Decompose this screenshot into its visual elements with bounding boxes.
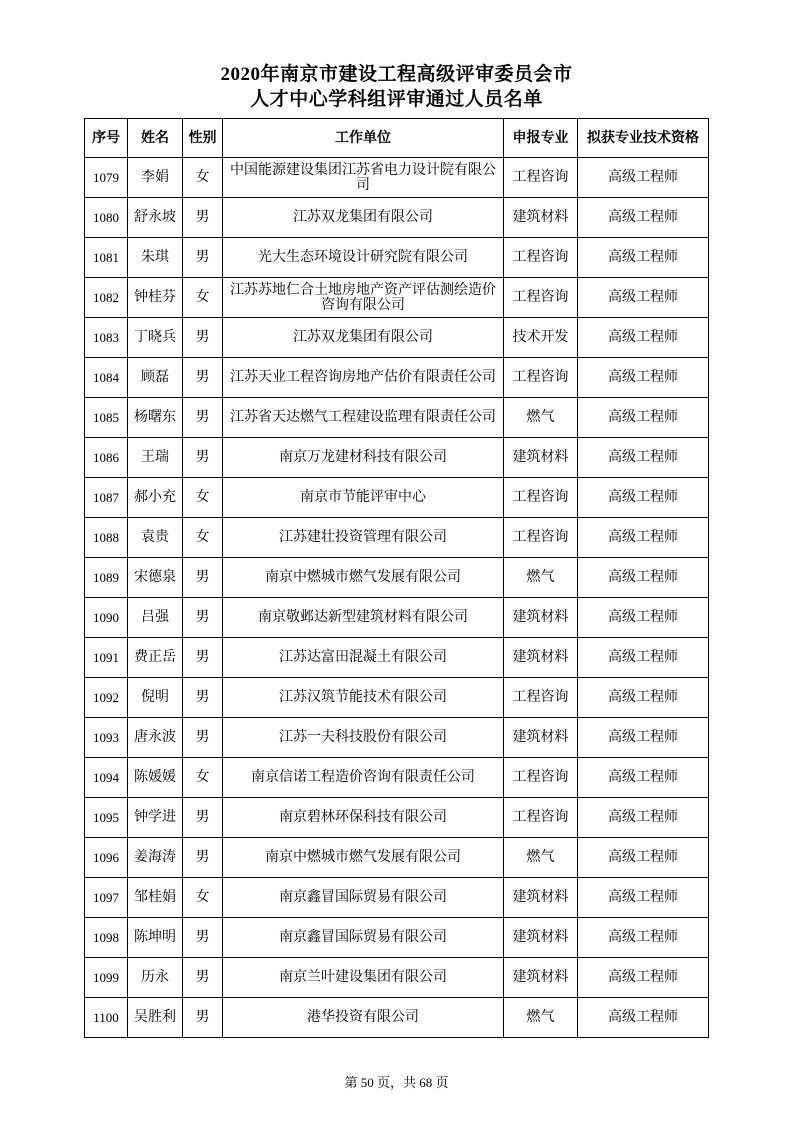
cell-gender: 男: [183, 238, 223, 278]
table-row: [85, 758, 709, 798]
cell-serial: 1082: [85, 278, 128, 318]
table-row: [85, 918, 709, 958]
title-line-2: 人才中心学科组评审通过人员名单: [250, 89, 543, 110]
cell-qualification: 高级工程师: [578, 878, 709, 918]
cell-name: 郝小充: [128, 478, 183, 518]
cell-employer: 光大生态环境设计研究院有限公司: [223, 238, 504, 278]
cell-qualification: 高级工程师: [578, 158, 709, 198]
cell-serial: 1081: [85, 238, 128, 278]
cell-qualification: 高级工程师: [578, 678, 709, 718]
table-row: [85, 278, 709, 318]
cell-specialty: 建筑材料: [504, 718, 578, 758]
cell-serial: 1100: [85, 998, 128, 1038]
cell-employer: 江苏天业工程咨询房地产估价有限责任公司: [223, 358, 504, 398]
cell-employer: 江苏汉筑节能技术有限公司: [223, 678, 504, 718]
cell-serial: 1083: [85, 318, 128, 358]
table-body: [85, 158, 709, 1038]
cell-name: 宋德泉: [128, 558, 183, 598]
cell-serial: 1092: [85, 678, 128, 718]
cell-name: 吴胜利: [128, 998, 183, 1038]
cell-serial: 1097: [85, 878, 128, 918]
cell-employer: 南京市节能评审中心: [223, 478, 504, 518]
cell-specialty: 燃气: [504, 398, 578, 438]
table-row: [85, 358, 709, 398]
table-row: [85, 158, 709, 198]
cell-employer: 南京鑫冒国际贸易有限公司: [223, 918, 504, 958]
cell-name: 陈媛媛: [128, 758, 183, 798]
cell-serial: 1091: [85, 638, 128, 678]
cell-name: 丁晓兵: [128, 318, 183, 358]
cell-gender: 女: [183, 478, 223, 518]
cell-specialty: 工程咨询: [504, 158, 578, 198]
cell-qualification: 高级工程师: [578, 278, 709, 318]
header-employer: 工作单位: [223, 119, 504, 158]
cell-gender: 男: [183, 438, 223, 478]
cell-specialty: 燃气: [504, 998, 578, 1038]
cell-gender: 男: [183, 358, 223, 398]
cell-specialty: 建筑材料: [504, 918, 578, 958]
cell-employer: 中国能源建设集团江苏省电力设计院有限公司: [223, 158, 504, 198]
table-row: [85, 558, 709, 598]
roster-table: [84, 118, 709, 1038]
cell-gender: 男: [183, 838, 223, 878]
table-row: [85, 878, 709, 918]
cell-serial: 1096: [85, 838, 128, 878]
cell-name: 唐永波: [128, 718, 183, 758]
cell-qualification: 高级工程师: [578, 758, 709, 798]
cell-serial: 1088: [85, 518, 128, 558]
cell-name: 钟桂芬: [128, 278, 183, 318]
cell-serial: 1085: [85, 398, 128, 438]
cell-serial: 1098: [85, 918, 128, 958]
cell-name: 袁贵: [128, 518, 183, 558]
cell-qualification: 高级工程师: [578, 398, 709, 438]
cell-qualification: 高级工程师: [578, 198, 709, 238]
cell-employer: 港华投资有限公司: [223, 998, 504, 1038]
cell-serial: 1086: [85, 438, 128, 478]
cell-serial: 1094: [85, 758, 128, 798]
cell-serial: 1099: [85, 958, 128, 998]
header-serial: 序号: [85, 119, 128, 158]
cell-name: 陈坤明: [128, 918, 183, 958]
cell-serial: 1084: [85, 358, 128, 398]
cell-name: 朱琪: [128, 238, 183, 278]
cell-specialty: 工程咨询: [504, 798, 578, 838]
cell-serial: 1090: [85, 598, 128, 638]
table-header-row: [85, 119, 709, 158]
cell-gender: 女: [183, 758, 223, 798]
cell-name: 倪明: [128, 678, 183, 718]
cell-name: 吕强: [128, 598, 183, 638]
cell-qualification: 高级工程师: [578, 598, 709, 638]
table-row: [85, 678, 709, 718]
table-row: [85, 478, 709, 518]
cell-name: 李娟: [128, 158, 183, 198]
cell-serial: 1087: [85, 478, 128, 518]
cell-employer: 南京万龙建材科技有限公司: [223, 438, 504, 478]
cell-qualification: 高级工程师: [578, 358, 709, 398]
cell-gender: 男: [183, 198, 223, 238]
header-gender: 性别: [183, 119, 223, 158]
table-row: [85, 718, 709, 758]
cell-specialty: 建筑材料: [504, 638, 578, 678]
table-row: [85, 638, 709, 678]
table-row: [85, 958, 709, 998]
cell-specialty: 建筑材料: [504, 878, 578, 918]
cell-specialty: 燃气: [504, 558, 578, 598]
cell-gender: 女: [183, 878, 223, 918]
cell-employer: 江苏达富田混凝土有限公司: [223, 638, 504, 678]
cell-specialty: 燃气: [504, 838, 578, 878]
cell-serial: 1093: [85, 718, 128, 758]
cell-employer: 南京鑫冒国际贸易有限公司: [223, 878, 504, 918]
cell-gender: 男: [183, 998, 223, 1038]
cell-employer: 江苏一夫科技股份有限公司: [223, 718, 504, 758]
cell-qualification: 高级工程师: [578, 798, 709, 838]
cell-name: 姜海涛: [128, 838, 183, 878]
cell-employer: 南京兰叶建设集团有限公司: [223, 958, 504, 998]
page-footer: 第 50 页，共 68 页: [344, 1075, 449, 1090]
cell-name: 舒永坡: [128, 198, 183, 238]
table-row: [85, 598, 709, 638]
cell-gender: 男: [183, 638, 223, 678]
cell-name: 费正岳: [128, 638, 183, 678]
cell-gender: 女: [183, 518, 223, 558]
cell-specialty: 工程咨询: [504, 358, 578, 398]
cell-gender: 男: [183, 918, 223, 958]
header-name: 姓名: [128, 119, 183, 158]
cell-specialty: 工程咨询: [504, 758, 578, 798]
cell-qualification: 高级工程师: [578, 558, 709, 598]
cell-employer: 江苏苏地仁合土地房地产资产评估测绘造价咨询有限公司: [223, 278, 504, 318]
cell-employer: 南京碧林环保科技有限公司: [223, 798, 504, 838]
cell-qualification: 高级工程师: [578, 318, 709, 358]
table-row: [85, 518, 709, 558]
cell-qualification: 高级工程师: [578, 518, 709, 558]
table-row: [85, 398, 709, 438]
cell-name: 邹桂娟: [128, 878, 183, 918]
table-row: [85, 798, 709, 838]
cell-specialty: 工程咨询: [504, 518, 578, 558]
cell-qualification: 高级工程师: [578, 478, 709, 518]
cell-specialty: 建筑材料: [504, 438, 578, 478]
cell-gender: 男: [183, 398, 223, 438]
table-row: [85, 998, 709, 1038]
cell-gender: 女: [183, 158, 223, 198]
cell-gender: 男: [183, 598, 223, 638]
table-row: [85, 238, 709, 278]
cell-specialty: 工程咨询: [504, 478, 578, 518]
table-row: [85, 838, 709, 878]
table-row: [85, 438, 709, 478]
cell-serial: 1089: [85, 558, 128, 598]
cell-gender: 男: [183, 798, 223, 838]
cell-qualification: 高级工程师: [578, 918, 709, 958]
cell-employer: 江苏双龙集团有限公司: [223, 318, 504, 358]
title-line-1: 2020年南京市建设工程高级评审委员会市: [220, 64, 573, 85]
document-title: [0, 62, 793, 112]
cell-employer: 南京敬邺达新型建筑材料有限公司: [223, 598, 504, 638]
table-row: [85, 198, 709, 238]
cell-name: 杨曙东: [128, 398, 183, 438]
cell-employer: 南京中燃城市燃气发展有限公司: [223, 838, 504, 878]
cell-employer: 江苏建壮投资管理有限公司: [223, 518, 504, 558]
cell-gender: 男: [183, 958, 223, 998]
cell-qualification: 高级工程师: [578, 998, 709, 1038]
cell-qualification: 高级工程师: [578, 638, 709, 678]
cell-employer: 江苏省天达燃气工程建设监理有限责任公司: [223, 398, 504, 438]
cell-name: 王瑞: [128, 438, 183, 478]
cell-qualification: 高级工程师: [578, 438, 709, 478]
cell-qualification: 高级工程师: [578, 238, 709, 278]
cell-specialty: 建筑材料: [504, 598, 578, 638]
cell-employer: 江苏双龙集团有限公司: [223, 198, 504, 238]
header-qualification: 拟获专业技术资格: [578, 119, 709, 158]
cell-specialty: 工程咨询: [504, 278, 578, 318]
cell-qualification: 高级工程师: [578, 958, 709, 998]
table-row: [85, 318, 709, 358]
cell-specialty: 建筑材料: [504, 958, 578, 998]
cell-gender: 男: [183, 718, 223, 758]
cell-employer: 南京信诺工程造价咨询有限责任公司: [223, 758, 504, 798]
cell-specialty: 工程咨询: [504, 678, 578, 718]
cell-name: 历永: [128, 958, 183, 998]
cell-qualification: 高级工程师: [578, 838, 709, 878]
cell-gender: 男: [183, 558, 223, 598]
cell-serial: 1095: [85, 798, 128, 838]
cell-specialty: 建筑材料: [504, 198, 578, 238]
cell-serial: 1079: [85, 158, 128, 198]
header-specialty: 申报专业: [504, 119, 578, 158]
cell-gender: 女: [183, 278, 223, 318]
cell-name: 钟学进: [128, 798, 183, 838]
cell-employer: 南京中燃城市燃气发展有限公司: [223, 558, 504, 598]
cell-serial: 1080: [85, 198, 128, 238]
cell-specialty: 工程咨询: [504, 238, 578, 278]
cell-name: 顾磊: [128, 358, 183, 398]
cell-gender: 男: [183, 318, 223, 358]
cell-specialty: 技术开发: [504, 318, 578, 358]
cell-qualification: 高级工程师: [578, 718, 709, 758]
cell-gender: 男: [183, 678, 223, 718]
